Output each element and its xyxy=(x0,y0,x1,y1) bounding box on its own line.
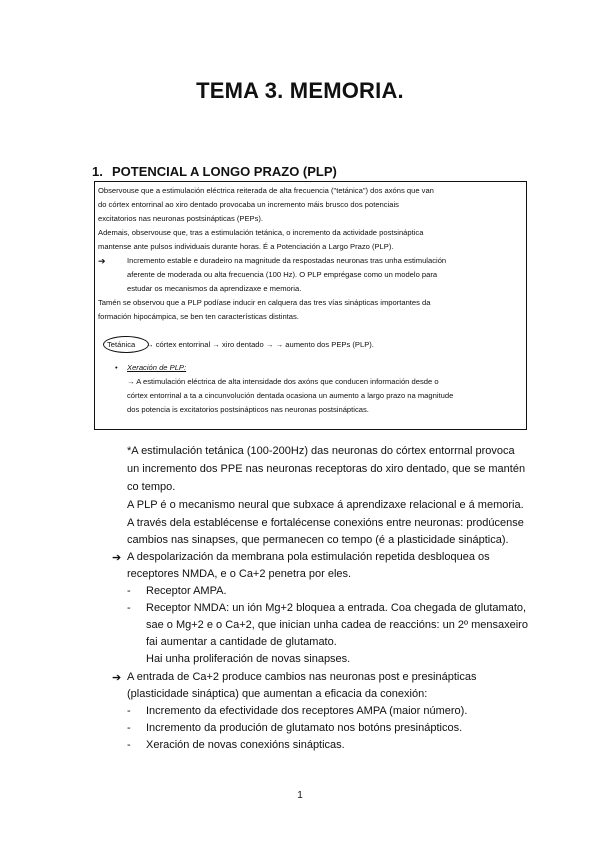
page-number: 1 xyxy=(297,790,303,801)
arrow-bullet-icon: ➔ xyxy=(112,552,122,564)
body-line: A entrada de Ca+2 produce cambios nas neuronas post e presinápticas xyxy=(127,671,477,683)
dash-bullet: - xyxy=(127,585,131,597)
box-paragraph-line: excitatorios nas neuronas postsinápticas (PEPs). xyxy=(98,214,264,223)
generation-line: dos potencia is excitatorios postsinápticos nas neuronas postsinápticas. xyxy=(127,405,369,414)
body-line: A PLP é o mecanismo neural que subxace á aprendizaxe relacional e á memoria. xyxy=(127,499,524,511)
body-line: receptores NMDA, e o Ca+2 penetra por eles. xyxy=(127,568,352,580)
section-title: POTENCIAL A LONGO PRAZO (PLP) xyxy=(112,164,337,179)
box-paragraph-line: Ademais, observouse que, tras a estimulación tetánica, o incremento da actividade postsináptica xyxy=(98,228,424,237)
body-line: co tempo. xyxy=(127,481,176,493)
receptor-nmda-line: sae o Mg+2 e o Ca+2, que inician unha cadea de reaccións: un 2º mensaxeiro xyxy=(146,619,528,631)
bullet-icon: • xyxy=(115,363,118,372)
box-definition-line: Incremento estable e duradeiro na magnitude da respostadas neuronas tras unha estimulación xyxy=(127,256,447,265)
body-line: cambios nas sinapses, que permanecen co tempo (é a plasticidade sináptica). xyxy=(127,534,509,546)
effect-item: Incremento da produción de glutamato nos botóns presinápticos. xyxy=(146,722,463,734)
box-definition-line: aferente de moderada ou alta frecuencia (100 Hz). O PLP emprégase como un modelo para xyxy=(127,270,438,279)
box-definition-line: estudar os mecanismos da aprendizaxe e memoria. xyxy=(127,284,302,293)
effect-item: Incremento da efectividade dos receptores AMPA (maior número). xyxy=(146,705,468,717)
page-title: TEMA 3. MEMORIA. xyxy=(196,78,404,103)
section-number: 1. xyxy=(92,164,103,179)
body-line: A despolarización da membrana pola estimulación repetida desbloquea os xyxy=(127,551,490,563)
dash-bullet: - xyxy=(127,705,131,717)
body-line: A través dela establécense e fortalécense conexións entre neuronas: prodúcense xyxy=(127,517,524,529)
body-line: *A estimulación tetánica (100-200Hz) das neuronas do córtex entorrnal provoca xyxy=(127,445,515,457)
tetanic-chain: → córtex entorrinal → xiro dentado → → aumento dos PEPs (PLP). xyxy=(146,340,374,349)
body-line: (plasticidade sináptica) que aumentan a eficacia da conexión: xyxy=(127,688,428,700)
receptor-nmda-line: fai aumentar a cantidade de glutamato. xyxy=(146,636,337,648)
receptor-ampa: Receptor AMPA. xyxy=(146,585,227,597)
box-paragraph-line: mantense ante pulsos individuais durante horas. É a Potenciación a Largo Prazo (PLP). xyxy=(98,242,394,251)
generation-heading: Xeración de PLP: xyxy=(127,363,187,372)
dash-bullet: - xyxy=(127,722,131,734)
dash-bullet: - xyxy=(127,602,131,614)
receptor-nmda-line: Receptor NMDA: un ión Mg+2 bloquea a entrada. Coa chegada de glutamato, xyxy=(146,602,527,614)
tetanic-label: Tetánica xyxy=(107,340,136,349)
box-paragraph-line: formación hipocámpica, se ben ten características distintas. xyxy=(98,312,299,321)
effect-item: Xeración de novas conexións sinápticas. xyxy=(146,739,345,751)
generation-line: → A estimulación eléctrica de alta intensidade dos axóns que conducen información desde o xyxy=(127,377,439,386)
dash-bullet: - xyxy=(127,739,131,751)
receptor-nmda-line: Hai unha proliferación de novas sinapses. xyxy=(146,653,351,665)
arrow-bullet-icon: ➔ xyxy=(98,256,106,266)
box-paragraph-line: do córtex entorrinal ao xiro dentado provocaba un incremento máis brusco dos potenciais xyxy=(98,200,399,209)
arrow-bullet-icon: ➔ xyxy=(112,672,122,684)
box-paragraph-line: Observouse que a estimulación eléctrica reiterada de alta frecuencia ("tetánica") dos axóns que van xyxy=(98,186,434,195)
body-line: un incremento dos PPE nas neuronas receptoras do xiro dentado, que se mantén xyxy=(127,463,526,475)
box-paragraph-line: Tamén se observou que a PLP podíase inducir en calquera das tres vías sinápticas importantes da xyxy=(98,298,431,307)
generation-line: córtex entorrinal a ta a cincunvolución dentada ocasiona un aumento a largo prazo na magnitude xyxy=(127,391,454,400)
section-heading xyxy=(92,164,337,179)
